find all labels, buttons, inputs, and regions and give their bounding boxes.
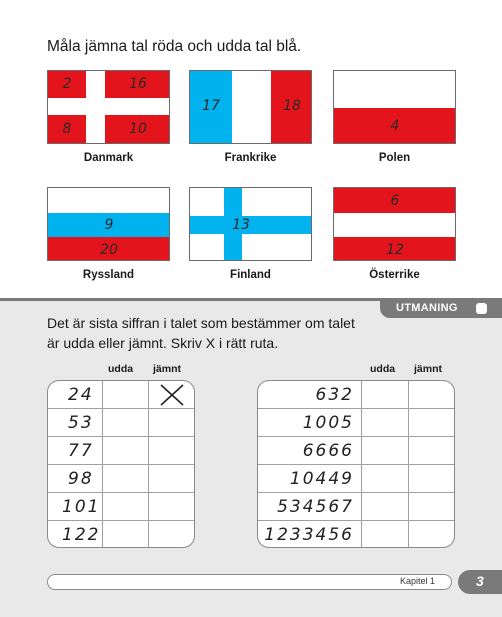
cell-udda[interactable] [362,493,408,521]
flag-label: Polen [378,152,411,164]
row-number: 1233456 [264,525,354,545]
flag-number: 17 [202,98,220,114]
flag-number: 2 [62,76,72,92]
cell-udda[interactable] [103,493,148,521]
table-left [47,380,195,548]
flag-label: Frankrike [224,152,277,164]
cell-jamnt[interactable] [409,437,455,465]
utmaning-label: UTMANING [396,302,458,314]
cell-udda[interactable] [362,381,408,409]
column-header-jamnt: jämnt [414,363,443,375]
flag-label: Österrike [369,269,420,281]
cell-udda[interactable] [103,381,148,409]
flag-osterrike[interactable] [333,187,456,261]
row-number: 98 [68,469,94,489]
column-header-udda: udda [108,363,134,375]
row-number: 534567 [277,497,354,517]
flag-number: 10 [129,121,147,137]
instruction-text: Måla jämna tal röda och udda tal blå. [47,38,302,55]
cell-udda[interactable] [103,465,148,493]
cell-udda[interactable] [362,465,408,493]
row-number: 101 [62,497,101,517]
table-row [258,493,454,521]
row-number: 6666 [302,441,354,461]
table-row [258,381,454,409]
table-row [48,437,194,465]
table-row [258,521,454,548]
page-number: 3 [476,573,484,589]
cell-jamnt[interactable] [409,493,455,521]
cell-jamnt[interactable] [149,409,195,437]
flag-number: 12 [386,242,404,258]
cell-udda[interactable] [362,437,408,465]
flag-number: 16 [129,76,147,92]
flag-label: Ryssland [82,269,135,281]
table-row [48,381,194,409]
flag-finland[interactable] [189,187,312,261]
cell-jamnt[interactable] [149,465,195,493]
column-header-jamnt: jämnt [153,363,182,375]
table-row [48,521,194,548]
flag-number: 4 [390,118,400,134]
cell-udda[interactable] [103,437,148,465]
flag-label: Finland [230,269,271,281]
cell-jamnt[interactable] [149,521,195,548]
flag-number: 20 [100,242,118,258]
flag-number: 8 [62,121,72,137]
column-header-udda: udda [370,363,396,375]
flag-number: 6 [390,193,400,209]
x-mark-icon [149,381,195,409]
challenge-instruction: Det är sista siffran i talet som bestämmer om talet är udda eller jämnt. Skriv X i rätt ruta. [47,315,355,351]
table-right [257,380,455,548]
cell-udda[interactable] [362,409,408,437]
cell-jamnt[interactable] [149,437,195,465]
row-number: 53 [68,413,94,433]
cell-udda[interactable] [103,409,148,437]
row-number: 77 [68,441,94,461]
table-row [258,437,454,465]
chapter-label: Kapitel 1 [400,576,436,586]
cell-udda[interactable] [103,521,148,548]
section-divider [0,298,380,301]
cell-jamnt[interactable] [409,381,455,409]
cell-jamnt[interactable] [409,409,455,437]
flag-danmark[interactable] [47,70,170,144]
footer-bar [47,574,452,590]
row-number: 122 [62,525,101,545]
row-number: 24 [68,385,94,405]
utmaning-square-icon [476,303,487,314]
cell-udda[interactable] [362,521,408,548]
cell-jamnt[interactable] [409,465,455,493]
table-row [48,465,194,493]
row-number: 10449 [289,469,354,489]
flag-number: 18 [283,98,301,114]
cell-jamnt[interactable] [149,493,195,521]
flag-polen[interactable] [333,70,456,144]
flag-label: Danmark [83,152,134,164]
flag-ryssland[interactable] [47,187,170,261]
table-row [258,465,454,493]
flag-number: 13 [232,217,250,233]
flag-frankrike[interactable] [189,70,312,144]
cell-jamnt-marked[interactable] [149,381,195,409]
table-row [48,409,194,437]
row-number: 632 [315,385,354,405]
row-number: 1005 [302,413,354,433]
flag-number: 9 [104,217,114,233]
table-row [48,493,194,521]
cell-jamnt[interactable] [409,521,455,548]
table-row [258,409,454,437]
